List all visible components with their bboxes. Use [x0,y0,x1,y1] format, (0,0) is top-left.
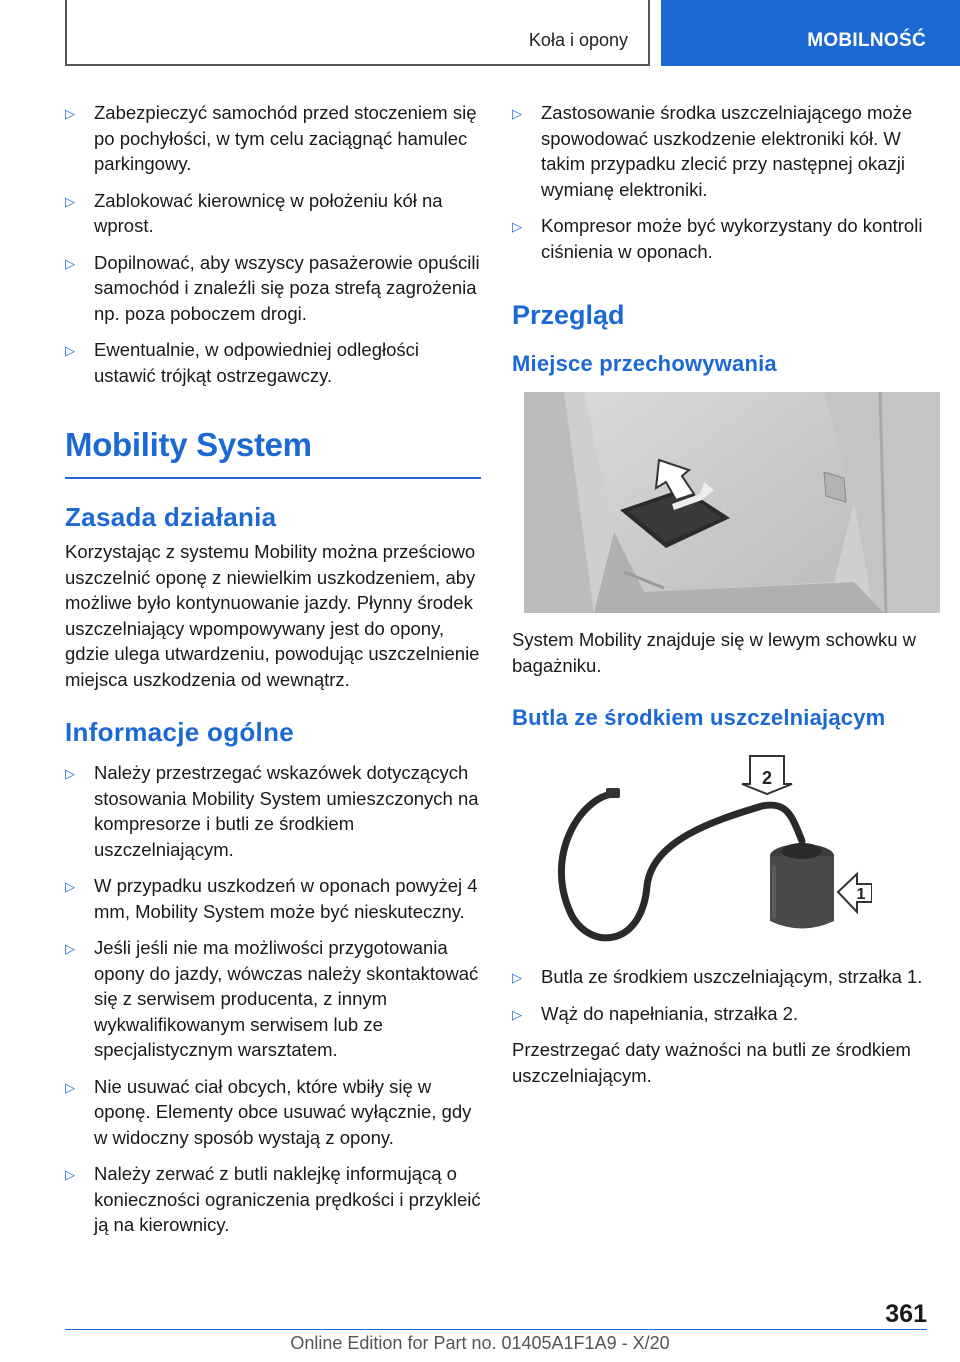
list-item: ▷ Butla ze środkiem uszczelniającym, strzałka 1. [512,964,932,990]
list-item: ▷ Kompresor może być wykorzystany do kontroli ciśnienia w oponach. [512,215,923,262]
list-item: ▷ Dopilnować, aby wszyscy pasażerowie opuścili samochód i znaleźli się poza strefą zagrożenia np. poza poboczem drogi. [65,251,480,324]
trunk-storage-image [524,392,940,613]
triangle-bullet-icon: ▷ [65,255,75,271]
triangle-bullet-icon: ▷ [512,970,522,985]
list-item: ▷ Ewentualnie, w odpowiedniej odległości ustawić trójkąt ostrzegawczy. [65,339,419,386]
triangle-bullet-icon: ▷ [65,106,75,121]
list-item: ▷ Wąż do napełniania, strzałka 2. [512,1001,932,1027]
section-title: Mobility System [65,425,481,479]
triangle-bullet-icon: ▷ [512,219,522,234]
triangle-bullet-icon: ▷ [65,766,75,781]
left-column [65,100,481,1249]
page-number: 361 [885,1300,927,1328]
triangle-bullet-icon: ▷ [65,1167,75,1182]
list-item: ▷ W przypadku uszkodzeń w oponach powyżej 4 mm, Mobility System może być nieskuteczny. [65,875,478,922]
list-item: ▷ Zastosowanie środka uszczelniającego może spowodować uszkodzenie elektroniki kół. W takim przypadku zlecić przy następnej okazji wymianę elektroniki. [512,102,913,200]
arrow-1-icon [838,874,872,912]
storage-heading: Miejsce przechowywania [512,351,777,376]
header-section-title: Koła i opony [528,30,628,50]
header-chapter-box [661,0,960,66]
sealant-bottle-image [552,746,872,956]
triangle-bullet-icon: ▷ [65,941,75,956]
principle-text: Korzystając z systemu Mobility można prześciowo uszczelnić oponę z niewielkim uszkodzeniem, aby możliwe było kontynuowanie jazdy. Płynny środek uszczelniający wpompowywany jest do opony, gdzie ulega utwardzeniu, powodując uszczelnienie miejsca uszkodzenia od wewnątrz. [65,541,480,690]
triangle-bullet-icon: ▷ [65,879,75,894]
principle-heading: Zasada działania [65,502,277,532]
footer-divider [65,1329,927,1330]
bottle-bullet-list [512,964,932,1026]
bottle-note: Przestrzegać daty ważności na butli ze środkiem uszczelniającym. [512,1039,911,1086]
list-item: ▷ Należy przestrzegać wskazówek dotyczących stosowania Mobility System umieszczonych na kompresorze i butli ze środkiem uszczelniającym. [65,762,479,860]
hose-tip-icon [606,788,620,798]
electronics-bullet-list [512,100,932,264]
triangle-bullet-icon: ▷ [512,1006,522,1022]
header-section-box [65,0,650,66]
arrow-1-label: 1 [856,886,866,903]
overview-heading: Przegląd [512,300,625,330]
storage-text: System Mobility znajduje się w lewym schowku w bagażniku. [512,629,917,676]
right-column [512,100,932,1088]
general-info-heading: Informacje ogólne [65,717,295,747]
general-info-bullet-list [65,760,481,1238]
list-item: ▷ Zabezpieczyć samochód przed stoczeniem się po pochyłości, w tym celu zaciągnąć hamulec parkingowy. [65,102,477,174]
list-item: ▷ Nie usuwać ciał obcych, które wbiły się w oponę. Elementy obce usuwać wyłącznie, gdy w widoczny sposób wystają z opony. [65,1075,472,1148]
triangle-bullet-icon: ▷ [512,106,522,121]
safety-bullet-list [65,100,481,388]
triangle-bullet-icon: ▷ [65,343,75,358]
list-item: ▷ Należy zerwać z butli naklejkę informującą o konieczności ograniczenia prędkości i przykleić ją na kierownicy. [65,1163,481,1235]
header-chapter-title: MOBILNOŚĆ [807,30,926,51]
list-item: ▷ Zablokować kierownicę w położeniu kół na wprost. [65,189,443,236]
footer-edition-text: Online Edition for Part no. 01405A1F1A9 - X/20 [290,1333,670,1353]
arrow-2-label: 2 [761,768,773,788]
list-item: ▷ Jeśli jeśli nie ma możliwości przygotowania opony do jazdy, wówczas należy skontaktować się z serwisem producenta, z innym wykwalifikowanym serwisem lub ze specjalistycznym warsztatem. [65,937,479,1060]
triangle-bullet-icon: ▷ [65,193,75,209]
triangle-bullet-icon: ▷ [65,1079,75,1095]
bottle-heading: Butla ze środkiem uszczelniającym [512,705,886,730]
